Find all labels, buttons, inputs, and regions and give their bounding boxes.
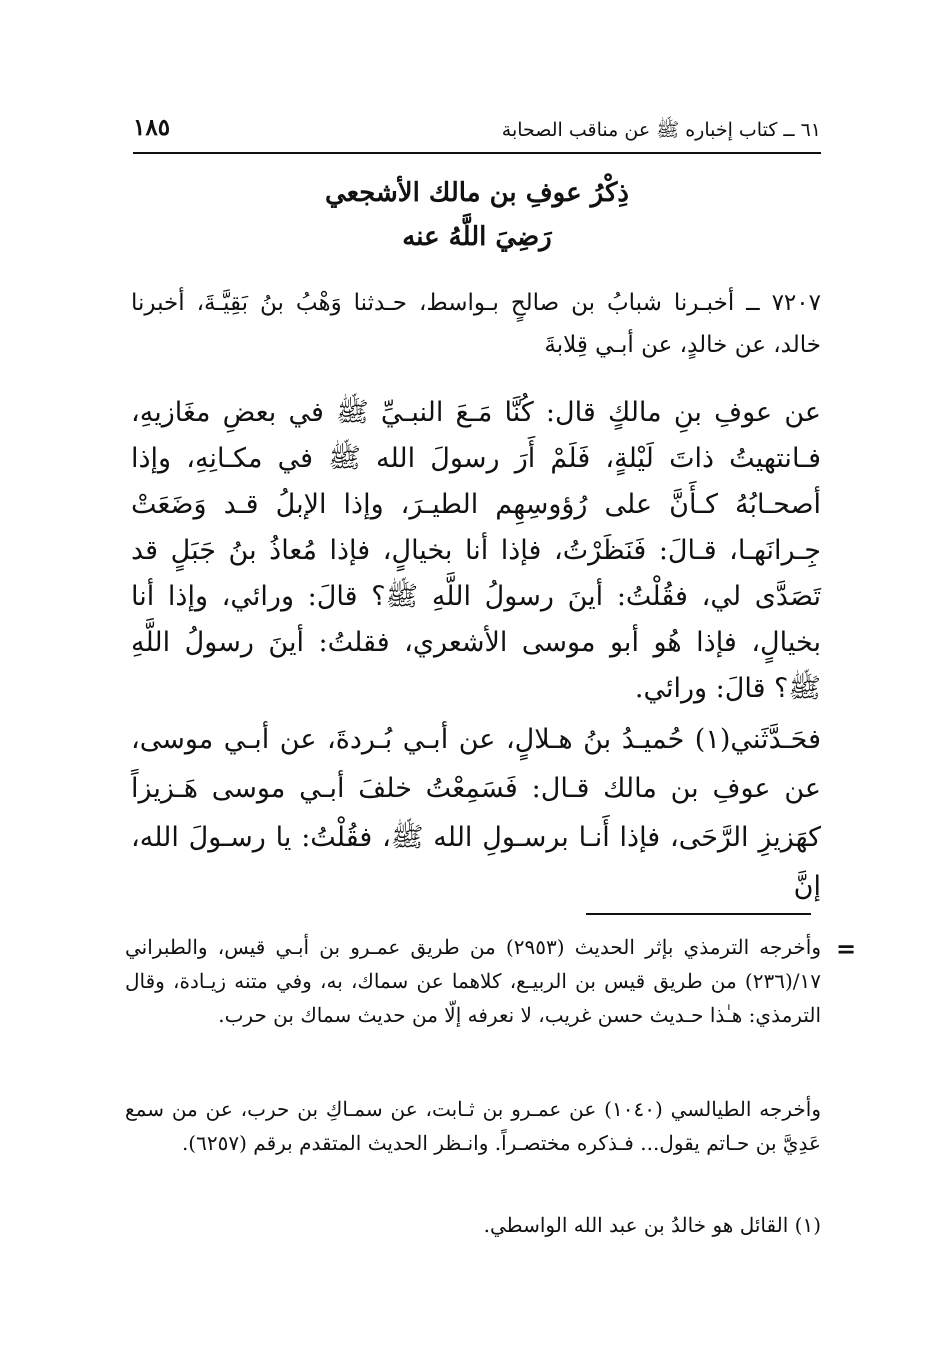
footnote-1: (١) القائل هو خالدُ بن عبد الله الواسطي. <box>483 1213 821 1237</box>
page-number: ١٨٥ <box>133 114 171 141</box>
footnote-paragraph: وأخرجه الطيالسي (١٠٤٠) عن عمـرو بن ثـابت، عن سمـاكِ بن حرب، عن من سمع عَدِيَّ بن حـاتم يقول... فـذكره مختصـراً. وانـظر الحديث المتقدم برقم (٦٢٥٧). <box>125 1097 821 1155</box>
running-title: ٦١ ــ كتاب إخباره ﷺ عن مناقب الصحابة <box>501 119 821 141</box>
hadith-text: عن عوفِ بنِ مالكٍ قال: كُنَّا مَـعَ النبـيِّ ﷺ في بعضِ مغَازيهِ، فـانتهيتُ ذاتَ لَيْلةٍ، فَلَمْ أَرَ رسولَ الله ﷺ في مكـانِهِ، وإذا أصحـابُهُ كـأَنَّ على رُؤوسِهِم الطيـرَ، وإذا الإبلُ قـد وَضَعَتْ جِـرانَهـا، قـالَ: فَنَظَرْتُ، فإذا أنا بخيالٍ، فإذا مُعاذُ بنُ جَبَلٍ قد تَصَدَّى لي، فقُلْتُ: أينَ رسولُ اللَّهِ ﷺ؟ قالَ: ورائي، وإذا أنا بخيالٍ، فإذا هُو أبو موسى الأشعري، فقلتُ: أينَ رسولُ اللَّهِ ﷺ؟ قالَ: ورائي. <box>131 397 821 704</box>
footnote-paragraph: وأخرجه الترمذي بإثر الحديث (٢٩٥٣) من طريق عمـرو بن أبـي قيس، والطبراني ١٧/(٢٣٦) من طريق قيس بن الربيـع، كلاهما عن سماك، به، وفي متنه زيـادة، وقال الترمذي: هـٰذا حـديث حسن غريب، لا نعرفه إلّا من حديث سماك بن حرب. <box>125 935 822 1027</box>
page-header <box>133 112 821 148</box>
chapter-title: ذِكْرُ عوفِ بن مالك الأشجعي <box>325 178 629 208</box>
hadith-isnad: ٧٢٠٧ ــ أخبـرنا شبابُ بن صالحٍ بـواسط، حـدثنا وَهْبُ بنُ بَقِيَّـةَ، أخبرنا خالد، عن خالدٍ، عن أبـي قِلابةَ <box>131 290 821 358</box>
continuation-mark: = <box>836 934 857 963</box>
footnote-separator <box>586 913 811 915</box>
header-rule <box>133 152 821 154</box>
chapter-subtitle: رَضِيَ اللَّهُ عنه <box>402 222 552 252</box>
hadith-text-continued: فحَـدَّثَني(١) حُميـدُ بنُ هـلالٍ، عن أبـي بُـردةَ، عن أبـي موسى، عن عوفِ بن مالك قـال: فَسَمِعْتُ خلفَ أبـي موسى هَـزيزاً كهَزيزِ الرَّحَى، فإذا أَنـا برسـولِ الله ﷺ، فقُلْتُ: يا رسـولَ الله، إنَّ <box>131 724 821 902</box>
